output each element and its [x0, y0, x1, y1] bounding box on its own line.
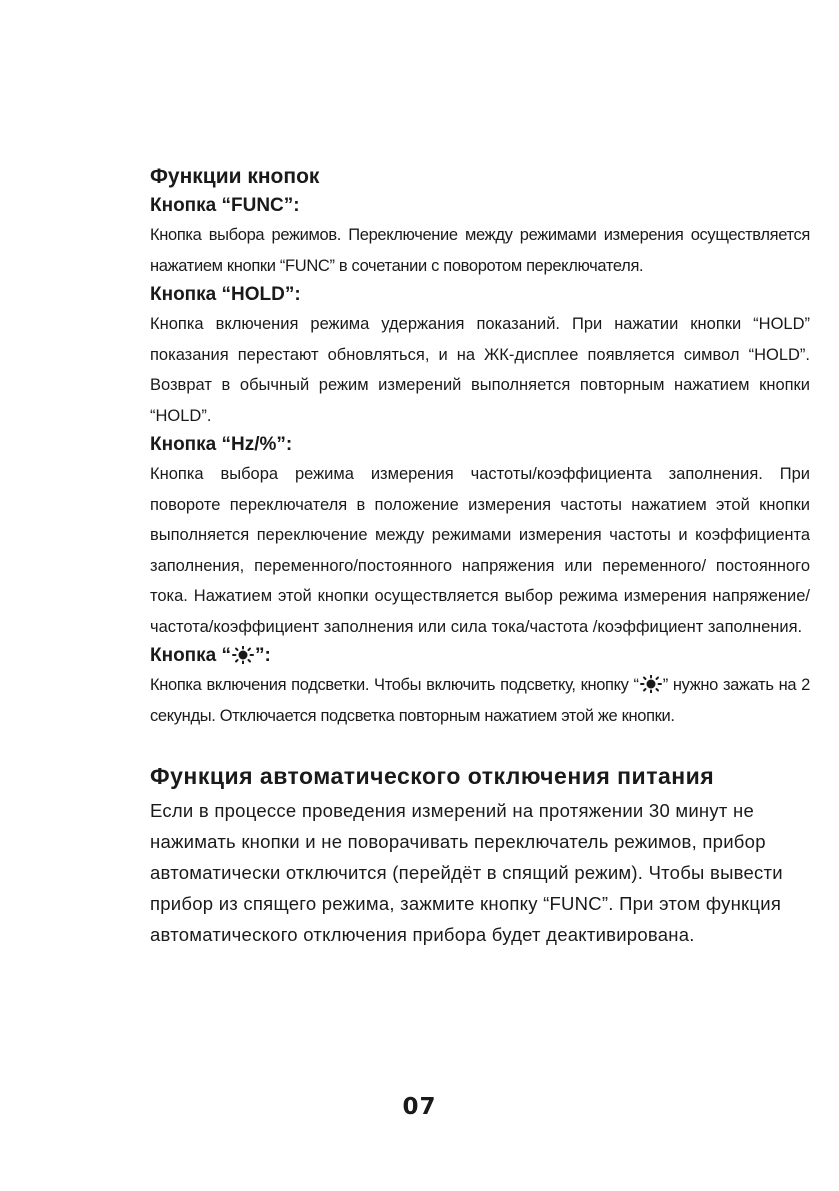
hold-button-description: Кнопка включения режима удержания показаний. При нажатии кнопки “HOLD” показания перестают обновляться, и на ЖК-дисплее появляется символ “HOLD”. Возврат в обычный режим измерений выполняется повторным нажатием кнопки “HOLD”. [150, 315, 810, 425]
auto-off-section-title: Функция автоматического отключения питания [150, 763, 715, 789]
backlight-inline-sun-icon [639, 673, 663, 691]
hz-button-description: Кнопка выбора режима измерения частоты/коэффициента заполнения. При повороте переключателя в положение измерения частоты нажатием этой кнопки выполняется переключение между режимами измерения частоты и коэффициента заполнения, переменного/постоянного напряжения или переменного/ постоянного тока. Нажатием этой кнопки осуществляется выбор режима измерения напряжение/частота/коэффициент заполнения или сила тока/частота /коэффициент заполнения. [150, 465, 810, 636]
backlight-button-title [150, 642, 810, 670]
backlight-title-prefix: Кнопка “ [150, 645, 232, 666]
backlight-sun-icon [231, 645, 255, 663]
func-button-description: Кнопка выбора режимов. Переключение между режимами измерения осуществляется нажатием кнопки “FUNC” в сочетании с поворотом переключателя. [150, 226, 810, 275]
backlight-button-description [150, 670, 810, 731]
hz-button-title: Кнопка “Hz/%”: [150, 434, 293, 455]
buttons-section-title: Функции кнопок [150, 165, 320, 188]
backlight-title-suffix: ”: [255, 645, 271, 666]
backlight-text-after: ” нужно зажать на 2 секунды. Отключается подсветка повторным нажатием этой же кнопки. [150, 676, 810, 725]
func-button-title: Кнопка “FUNC”: [150, 195, 300, 216]
page-number: 07 [402, 1094, 437, 1120]
auto-off-description: Если в процессе проведения измерений на протяжении 30 минут не нажимать кнопки и не поворачивать переключатель режимов, прибор автоматически отключится (перейдёт в спящий режим). Чтобы вывести прибор из спящего режима, зажмите кнопку “FUNC”. При этом функция автоматического отключения прибора будет деактивирована. [150, 800, 783, 945]
hold-button-title: Кнопка “HOLD”: [150, 284, 301, 305]
backlight-text-before: Кнопка включения подсветки. Чтобы включить подсветку, кнопку “ [150, 676, 639, 694]
manual-page [150, 162, 810, 950]
